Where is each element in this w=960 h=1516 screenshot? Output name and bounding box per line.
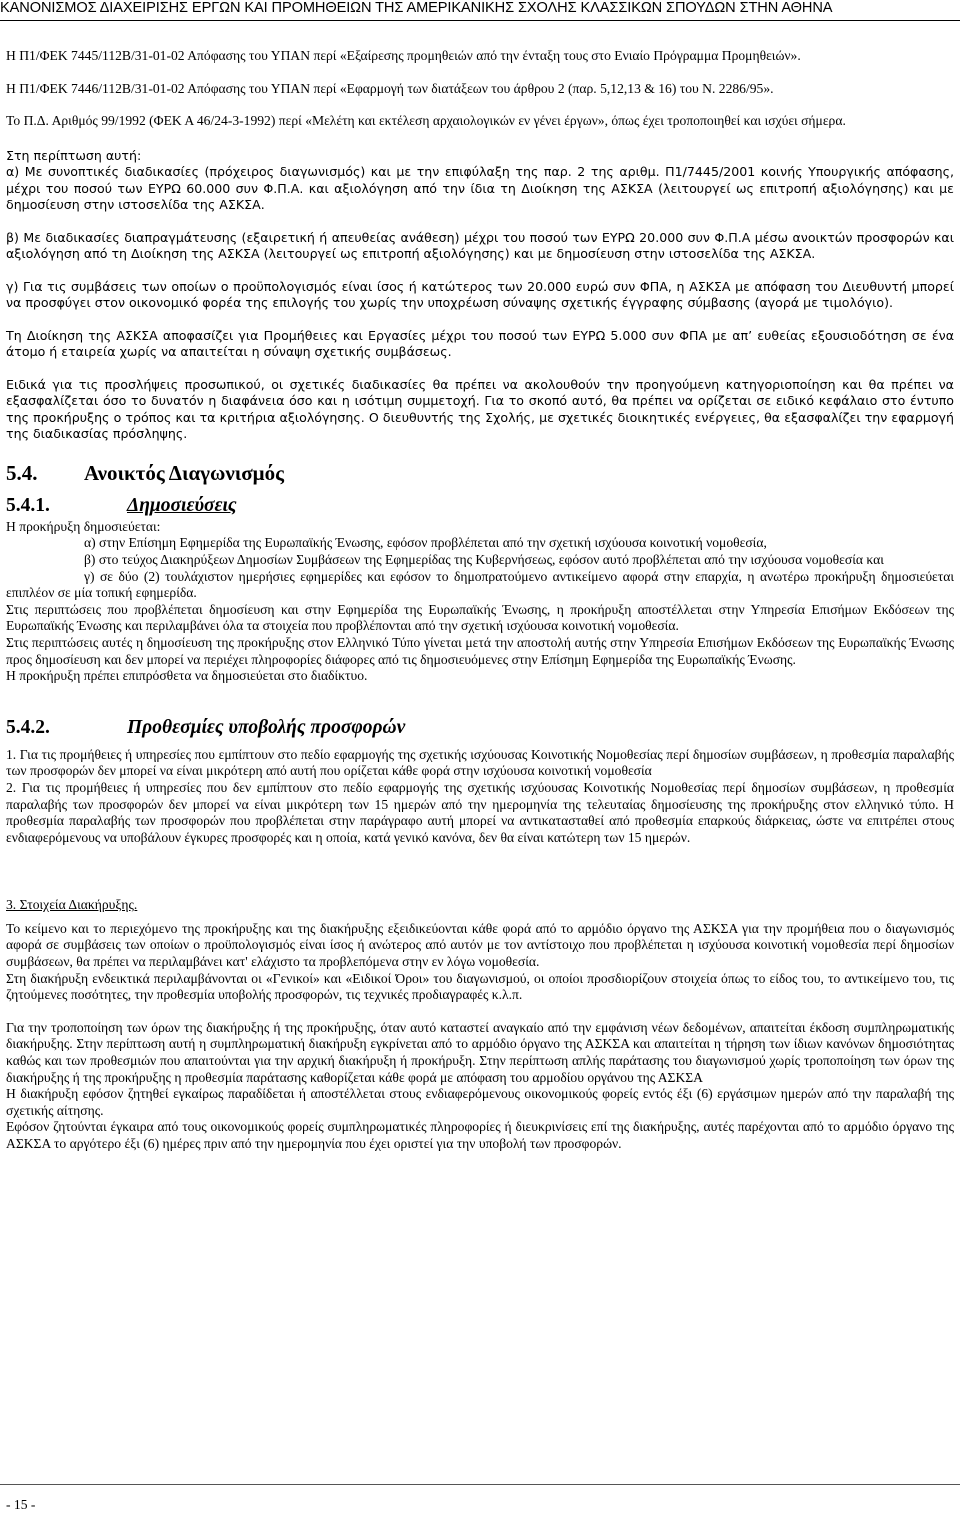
deadlines-paragraph-2: 2. Για τις προμήθειες ή υπηρεσίες που δεν εμπίπτουν στο πεδίο εφαρμογής της σχετικής ισχύουσας Κοινοτικής Νομοθεσίας περί δημοσίων συμβάσεων, η προθεσμία παραλαβής των προσφορών δεν μπορεί να είναι μικρότερη των 15 ημερών από την ημερομηνία της τελευταίας δημοσίευσης της προκήρυξης στον ελληνικό τύπο. Η προθεσμία παραλαβής των προσφορών που προβλέπεται στην παράγραφο αυτή μπορεί να αντικατασταθεί από προθεσμία επαρκούς διάρκειας, ώστε να επιτρέπει στους ενδιαφερόμενους να υποβάλουν έγκυρες προσφορές και η οποία, κατά γενικό κανόνα, δεν θα είναι κατώτερη των 15 ημερών. — [6, 779, 954, 845]
publications-paragraph-3: Η προκήρυξη πρέπει επιπρόσθετα να δημοσιεύεται στο διαδίκτυο. — [6, 668, 368, 684]
deadlines-paragraph-1: 1. Για τις προμήθειες ή υπηρεσίες που εμπίπτουν στο πεδίο εφαρμογής της σχετικής ισχύουσας Κοινοτικής Νομοθεσίας περί δημοσίων συμβάσεων, η προθεσμία παραλαβής των προσφορών δεν μπορεί να είναι μικρότερη από αυτή που ορίζεται κάθε φορά στην ισχύουσα κοινοτική νομοθεσία — [6, 746, 954, 779]
page-number: - 15 - — [6, 1497, 36, 1512]
header-rule — [0, 20, 960, 21]
publications-item-c-text: γ) σε δύο (2) τουλάχιστον ημερήσιες εφημερίδες και εφόσον το δημοπρατούμενο αντικείμενο αφορά στην επαρχία, η ανωτέρω προκήρυξη δημοσιεύεται επιπλέον σε μία τοπική εφημερίδα. — [6, 568, 954, 601]
publications-item-c — [6, 569, 954, 602]
intro-paragraph-2: Η Π1/ΦΕΚ 7446/112Β/31-01-02 Απόφασης του ΥΠΑΝ περί «Εφαρμογή των διατάξεων του άρθρου 2 (παρ. 5,12,13 & 16) του Ν. 2286/95». — [6, 80, 774, 96]
cases-label: Στη περίπτωση αυτή: — [6, 147, 142, 163]
section-5-4-1-title: Δημοσιεύσεις — [127, 494, 237, 516]
section-5-4-heading — [6, 460, 954, 486]
case-d-paragraph: Τη Διοίκηση της ΑΣΚΣΑ αποφασίζει για Προμήθειες και Εργασίες μέχρι του ποσού των ΕΥΡΩ 5.000 συν ΦΠΑ με απ’ ευθείας εξουσιοδότηση σε ένα άτομο ή εταιρεία χωρίς να απαιτείται η σύναψη σχετικής συμβάσεως. — [6, 327, 954, 360]
case-a-paragraph: α) Με συνοπτικές διαδικασίες (πρόχειρος διαγωνισμός) και με την επιφύλαξη της παρ. 2 της αριθμ. Π1/7445/2001 κοινής Υπουργικής απόφασης, μέχρι του ποσού των ΕΥΡΩ 60.000 συν Φ.Π.Α. και αξιολόγηση από την ίδια τη Διοίκηση της ΑΣΚΣΑ (λειτουργεί ως επιτροπή αξιολόγησης) και με δημοσίευση στην ιστοσελίδα της ΑΣΚΣΑ. — [6, 164, 954, 213]
section-5-4-title: Ανοικτός Διαγωνισμός — [84, 460, 284, 485]
section-3-paragraph-5: Εφόσον ζητούνται έγκαιρα από τους οικονομικούς φορείς συμπληρωματικές πληροφορίες ή διευκρινίσεις επί της διακήρυξης, αυτές παρέχονται από το αρμόδιο όργανο της ΑΣΚΣΑ το αργότερο έξι (6) ημέρες πριν από την ημερομηνία που έχει οριστεί για την υποβολή των προσφορών. — [6, 1119, 954, 1151]
publications-paragraph-1: Στις περιπτώσεις που προβλέπεται δημοσίευση και στην Εφημερίδα της Ευρωπαϊκής Ένωσης, η προκήρυξη αποστέλλεται στην Υπηρεσία Επισήμων Εκδόσεων της Ευρωπαϊκής Ένωσης και περιλαμβάνει όλα τα στοιχεία που προβλέπονται από την σχετική ισχύουσα κοινοτική νομοθεσία. — [6, 601, 954, 634]
intro-paragraph-1: Η Π1/ΦΕΚ 7445/112Β/31-01-02 Απόφασης του ΥΠΑΝ περί «Εξαίρεσης προμηθειών από την ένταξη τους στο Ενιαίο Πρόγραμμα Προμηθειών». — [6, 48, 801, 63]
case-c-paragraph: γ) Για τις συμβάσεις των οποίων ο προϋπολογισμός είναι ίσος ή κατώτερος των 20.000 ευρώ συν ΦΠΑ, η ΑΣΚΣΑ με απόφαση του Διευθυντή μπορεί να προσφύγει στον οικονομικό φορέα της επιλογής του χωρίς την υποχρέωση σύναψης σχετικής έγγραφης σύμβασης (αγορά με τιμολόγιο). — [6, 278, 954, 311]
section-3-heading — [6, 897, 954, 914]
section-5-4-2-number: 5.4.2. — [6, 716, 50, 738]
section-3-paragraph-3: Για την τροποποίηση των όρων της διακήρυξης ή της προκήρυξης, όταν αυτό καταστεί αναγκαίο από την εμφάνιση νέων δεδομένων, απαιτείται έκδοση συμπληρωματικής διακήρυξης. Στην περίπτωση αυτή η συμπληρωματική διακήρυξη εγκρίνεται από το αρμόδιο όργανο της ΑΣΚΣΑ και απαιτείται η τήρηση των ίδιων κανόνων δημοσιότητας καθώς και των προθεσμιών που απαιτούνται για την αρχική διακήρυξη ή προκήρυξη. Στην περίπτωση απλής παράτασης του διαγωνισμού χωρίς τροποποίηση των όρων της διακήρυξης ή της προκήρυξης η προθεσμία παράτασης καθορίζεται κάθε φορά με απόφαση του αρμοδίου οργάνου της ΑΣΚΣΑ — [6, 1019, 954, 1085]
publications-item-a — [6, 535, 954, 552]
section-3-paragraph-2: Στη διακήρυξη ενδεικτικά περιλαμβάνονται οι «Γενικοί» και «Ειδικοί Όροι» του διαγωνισμού, οι οποίοι προσδιορίζουν στοιχεία όπως το είδος του, το αντικείμενο του, τις ζητούμενες ποσότητες, την προθεσμία υποβολής προσφορών, τις τεχνικές προδιαγραφές κ.λ.π. — [6, 970, 954, 1003]
section-3-heading-text: 3. Στοιχεία Διακήρυξης. — [6, 897, 138, 913]
section-3-paragraph-1: Το κείμενο και το περιεχόμενο της προκήρυξης και της διακήρυξης εξειδικεύονται κάθε φορά από το αρμόδιο όργανο της ΑΣΚΣΑ για την προμήθεια που ο διαγωνισμός αφορά σε συμβάσεις των οποίων ο προϋπολογισμός είναι ίσος ή ανώτερος από αυτόν με τον αντίστοιχο που προβλέπεται η ισχύουσα κοινοτική νομοθεσία περί δημοσίων συμβάσεων, θα πρέπει να περιλαμβάνει κατ' ελάχιστο τα προβλεπόμενα στην εν λόγω νομοθεσία. — [6, 920, 954, 970]
section-5-4-1-number: 5.4.1. — [6, 494, 50, 516]
section-5-4-2-title: Προθεσμίες υποβολής προσφορών — [127, 716, 406, 738]
section-5-4-number: 5.4. — [6, 460, 38, 485]
section-5-4-1-heading — [6, 493, 954, 519]
section-5-4-2-heading — [6, 715, 954, 741]
publications-item-a-text: α) στην Επίσημη Εφημερίδα της Ευρωπαϊκής Ένωσης, εφόσον προβλέπεται από την σχετική ισχύουσα κοινοτική νομοθεσία, — [84, 535, 767, 551]
document-body — [6, 48, 954, 1153]
case-e-paragraph: Ειδικά για τις προσλήψεις προσωπικού, οι σχετικές διαδικασίες θα πρέπει να ακολουθούν την προηγούμενη κατηγοριοποίηση και θα πρέπει να εξασφαλίζεται όσο το δυνατόν η διαφάνεια όσο και η ισότιμη συμμετοχή. Για το σκοπό αυτό, θα πρέπει να ορίζεται σε ειδικό κεφάλαιο στο έντυπο της προκήρυξης ο τρόπος και τα κριτήρια αξιολόγησης. Ο διευθυντής της Σχολής, με σχετικές διοικητικές ενέργειες, θα εξασφαλίζει την εφαρμογή της διαδικασίας πρόσληψης. — [6, 376, 954, 442]
intro-paragraph-3: Το Π.Δ. Αριθμός 99/1992 (ΦΕΚ Α 46/24-3-1992) περί «Μελέτη και εκτέλεση αρχαιολογικών εν γένει έργων», όπως έχει τροποποιηθεί και ισχύει σήμερα. — [6, 113, 846, 129]
publications-lead: Η προκήρυξη δημοσιεύεται: — [6, 518, 161, 534]
publications-item-b — [6, 552, 954, 569]
publications-item-b-text: β) στο τεύχος Διακηρύξεων Δημοσίων Συμβάσεων της Εφημερίδας της Κυβερνήσεως, εφόσον αυτό προβλέπεται από την ισχύουσα νομοθεσία και — [84, 551, 884, 567]
case-b-paragraph: β) Με διαδικασίες διαπραγμάτευσης (εξαιρετική ή απευθείας ανάθεση) μέχρι του ποσού των ΕΥΡΩ 20.000 συν Φ.Π.Α μέσω ανοικτών προσφορών και αξιολόγηση από τη Διοίκηση της ΑΣΚΣΑ (λειτουργεί ως επιτροπή αξιολόγησης) και με δημοσίευση στην ιστοσελίδα της ΑΣΚΣΑ. — [6, 229, 954, 262]
running-header: ΚΑΝΟΝΙΣΜΟΣ ΔΙΑΧΕΙΡΙΣΗΣ ΕΡΓΩΝ ΚΑΙ ΠΡΟΜΗΘΕΙΩΝ ΤΗΣ ΑΜΕΡΙΚΑΝΙΚΗΣ ΣΧΟΛΗΣ ΚΛΑΣΣΙΚΩΝ ΣΠΟΥΔΩΝ ΣΤΗΝ ΑΘΗΝΑ — [0, 0, 833, 16]
publications-paragraph-2: Στις περιπτώσεις αυτές η δημοσίευση της προκήρυξης στον Ελληνικό Τύπο γίνεται μετά την αποστολή αυτής στην Υπηρεσία Επισήμων Εκδόσεων της Ευρωπαϊκής Ένωσης προς δημοσίευση και δεν μπορεί να περιέχει πληροφορίες διάφορες από τις δημοσιευόμενες στην Επίσημη Εφημερίδα της Ευρωπαϊκής Ένωσης. — [6, 634, 954, 667]
section-3-paragraph-4: Η διακήρυξη εφόσον ζητηθεί εγκαίρως παραδίδεται ή αποστέλλεται στους ενδιαφερόμενους οικονομικούς φορείς εντός έξι (6) εργάσιμων ημερών από την παραλαβή της σχετικής αίτησης. — [6, 1086, 954, 1118]
footer-rule — [0, 1484, 960, 1485]
